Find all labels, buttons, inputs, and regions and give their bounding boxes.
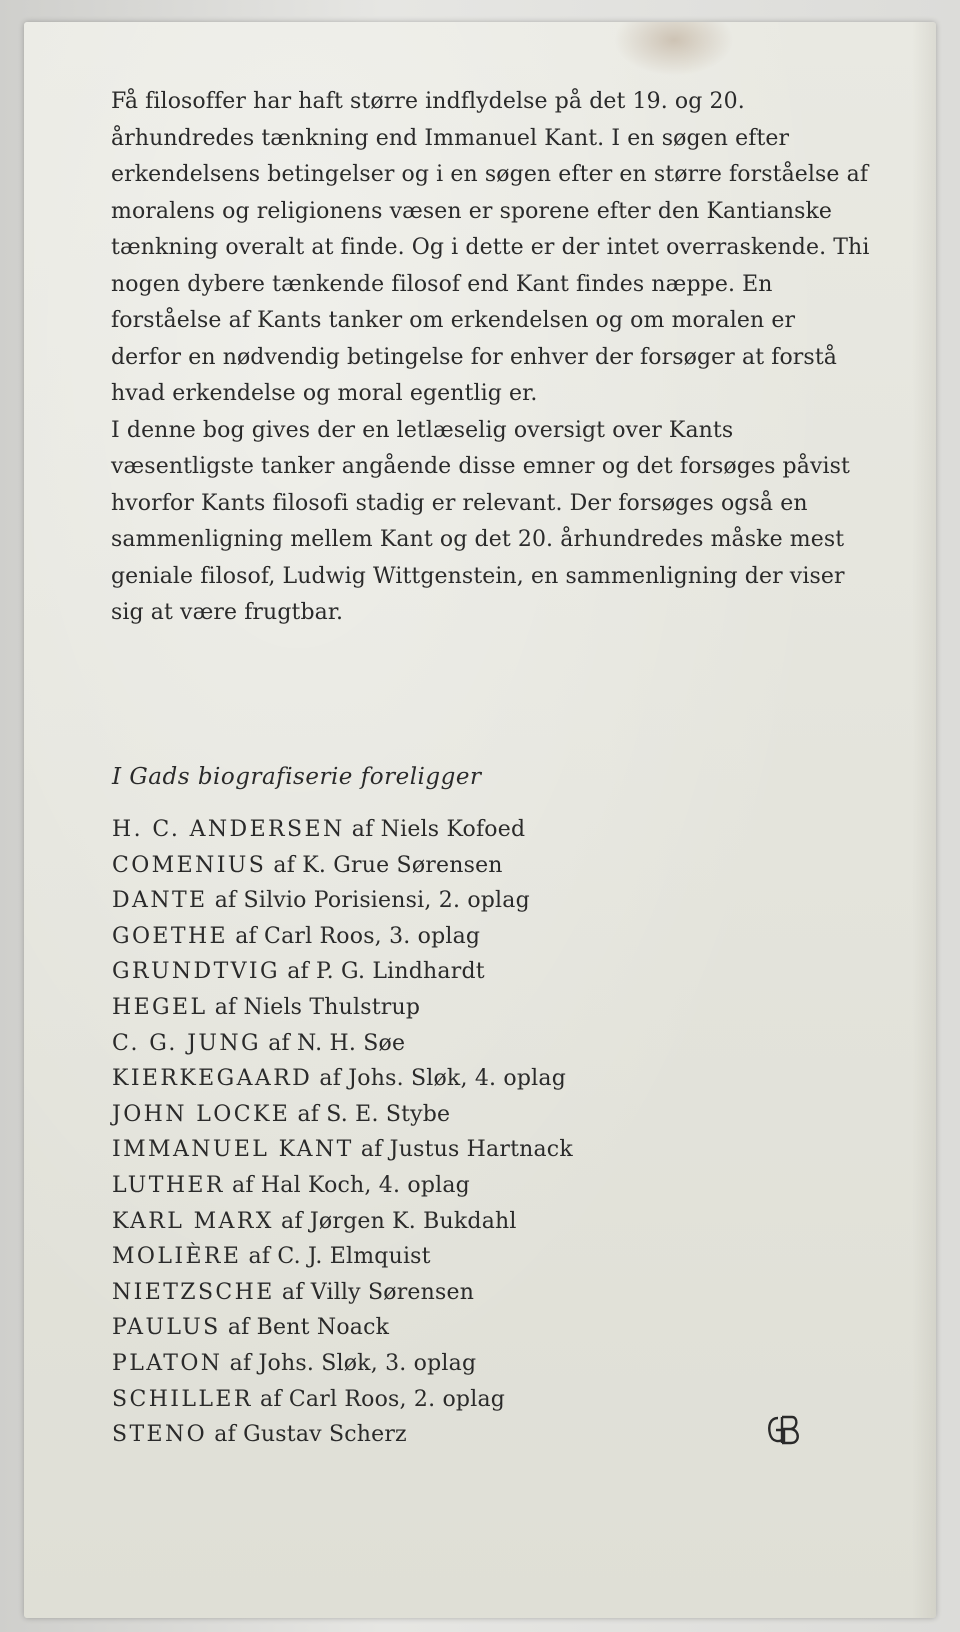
book-author: af Bent Noack	[220, 1315, 390, 1341]
book-subject: COMENIUS	[112, 852, 267, 878]
series-heading: I Gads biografiserie foreligger	[112, 764, 482, 790]
book-author: af Villy Sørensen	[274, 1279, 475, 1305]
book-subject: NIETZSCHE	[112, 1279, 275, 1305]
book-subject: KIERKEGAARD	[112, 1066, 313, 1092]
list-item	[112, 1026, 573, 1062]
list-item	[112, 1417, 573, 1453]
list-item	[112, 848, 573, 884]
book-author: af Justus Hartnack	[353, 1137, 573, 1163]
blurb-paragraph-1: Få filosoffer har haft større indflydelse på det 19. og 20. århundredes tænkning end Immanuel Kant. I en søgen efter erkendelsens betingelser og i en søgen efter en større forståelse af moralens og religionens væsen er sporene efter den Kantianske tænkning overalt at finde. Og i dette er der intet overraskende. Thi nogen dybere tænkende filosof end Kant findes næppe. En forståelse af Kants tanker om erkendelsen og om moralen er derfor en nødvendig betingelse for enhver der forsøger at forstå hvad erkendelse og moral egentlig er.	[111, 89, 870, 406]
book-author: af Carl Roos, 2. oplag	[252, 1386, 506, 1412]
book-subject: PLATON	[112, 1350, 223, 1376]
list-item	[112, 1132, 573, 1168]
list-item	[112, 1168, 573, 1204]
book-author: af Gustav Scherz	[207, 1422, 407, 1448]
book-subject: KARL MARX	[112, 1208, 274, 1234]
book-subject: JOHN LOCKE	[112, 1101, 291, 1127]
book-subject: IMMANUEL KANT	[112, 1137, 354, 1163]
book-subject: GOETHE	[112, 923, 228, 949]
book-author: af Hal Koch, 4. oplag	[224, 1172, 470, 1198]
book-author: af Jørgen K. Bukdahl	[273, 1208, 517, 1234]
book-author: af S. E. Stybe	[290, 1101, 451, 1127]
list-item	[112, 1204, 573, 1240]
book-back-cover	[24, 22, 936, 1618]
book-blurb	[111, 84, 871, 632]
list-item	[112, 883, 573, 919]
book-subject: DANTE	[112, 888, 208, 914]
publisher-monogram-icon	[764, 1412, 804, 1455]
book-author: af Carl Roos, 3. oplag	[228, 923, 481, 949]
book-author: af Niels Thulstrup	[207, 994, 421, 1020]
book-author: af Johs. Sløk, 3. oplag	[222, 1350, 477, 1376]
book-subject: SCHILLER	[112, 1386, 253, 1412]
book-subject: H. C. ANDERSEN	[112, 817, 345, 842]
series-book-list	[112, 812, 573, 1453]
book-author: af Silvio Porisiensi, 2. oplag	[207, 888, 530, 914]
book-author: af Johs. Sløk, 4. oplag	[312, 1066, 566, 1092]
book-author: af Niels Kofoed	[344, 817, 526, 842]
list-item	[112, 990, 573, 1026]
book-subject: HEGEL	[112, 994, 208, 1020]
book-subject: C. G. JUNG	[112, 1030, 261, 1056]
list-item	[112, 954, 573, 990]
publisher-monogram-svg	[764, 1412, 804, 1448]
list-item	[112, 1097, 573, 1133]
book-author: af N. H. Søe	[261, 1030, 406, 1056]
blurb-paragraph-2: I denne bog gives der en letlæselig oversigt over Kants væsentligste tanker angående disse emner og det forsøges påvist hvorfor Kants filosofi stadig er relevant. Der forsøges også en sammenligning mellem Kant og det 20. århundredes måske mest geniale filosof, Ludwig Wittgenstein, en sammenligning der viser sig at være frugtbar.	[111, 417, 850, 625]
book-subject: GRUNDTVIG	[112, 959, 280, 985]
paper-stain	[614, 22, 734, 76]
list-item	[112, 919, 573, 955]
book-author: af C. J. Elmquist	[241, 1244, 431, 1270]
list-item	[112, 1382, 573, 1418]
list-item	[112, 812, 573, 848]
book-author: af P. G. Lindhardt	[280, 959, 485, 985]
list-item	[112, 1346, 573, 1382]
list-item	[112, 1310, 573, 1346]
book-subject: PAULUS	[112, 1315, 221, 1341]
list-item	[112, 1239, 573, 1275]
book-subject: MOLIÈRE	[112, 1244, 242, 1270]
list-item	[112, 1061, 573, 1097]
worn-edge	[912, 22, 936, 1618]
book-subject: LUTHER	[112, 1172, 225, 1198]
list-item	[112, 1275, 573, 1311]
book-author: af K. Grue Sørensen	[266, 852, 503, 878]
book-subject: STENO	[112, 1422, 208, 1448]
